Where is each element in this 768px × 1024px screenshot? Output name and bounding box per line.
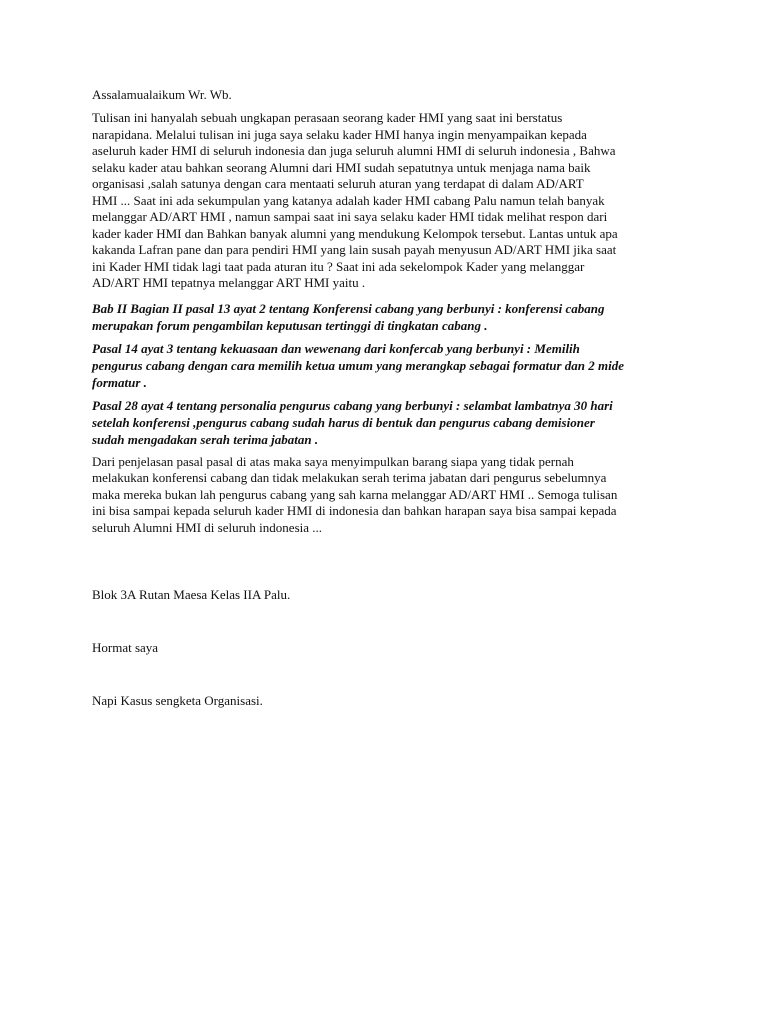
- text-line: aseluruh kader HMI di seluruh indonesia dan juga seluruh alumni HMI di seluruh indonesia , Bahwa: [92, 143, 616, 158]
- signature-line: Napi Kasus sengketa Organisasi.: [92, 693, 263, 708]
- article-pasal-14: [92, 340, 680, 391]
- text-line: kader kader HMI dan Bahkan banyak alumni yang mendukung Kelompok tersebut. Lantas untuk apa: [92, 225, 618, 241]
- text-line: melakukan konferensi cabang dan tidak melakukan serah terima jabatan dari pengurus sebelumnya: [92, 470, 607, 485]
- text-line: Tulisan ini hanyalah sebuah ungkapan perasaan seorang kader HMI yang saat ini berstatus: [92, 110, 563, 125]
- regards-line: Hormat saya: [92, 640, 159, 655]
- text-line: formatur .: [92, 374, 147, 390]
- paragraph-conclusion: [92, 454, 680, 537]
- text-line: kakanda Lafran pane dan para pendiri HMI yang lain susah payah menyusun AD/ART HMI jika saat: [92, 242, 617, 257]
- text-line: AD/ART HMI tepatnya melanggar ART HMI yaitu .: [92, 275, 366, 290]
- text-line: maka mereka bukan lah pengurus cabang yang sah karna melanggar AD/ART HMI .. Semoga tulisan: [92, 486, 618, 502]
- paragraph-intro: [92, 110, 680, 292]
- letter-body: [92, 86, 680, 544]
- article-pasal-13: [92, 300, 680, 334]
- text-line: sudah mengadakan serah terima jabatan .: [92, 431, 319, 447]
- text-line: Pasal 28 ayat 4 tentang personalia pengurus cabang yang berbunyi : selambat lambatnya 30 hari: [92, 397, 613, 413]
- text-line: melanggar AD/ART HMI , namun sampai saat ini saya selaku kader HMI tidak melihat respon dari: [92, 209, 608, 224]
- text-line: merupakan forum pengambilan keputusan tertinggi di tingkatan cabang .: [92, 317, 488, 333]
- text-line: narapidana. Melalui tulisan ini juga saya selaku kader HMI hanya ingin menyampaikan kepada: [92, 126, 587, 142]
- location-line: Blok 3A Rutan Maesa Kelas IIA Palu.: [92, 587, 291, 602]
- text-line: Dari penjelasan pasal pasal di atas maka saya menyimpulkan barang siapa yang tidak pernah: [92, 453, 574, 469]
- text-line: selaku kader atau bahkan seorang Alumni dari HMI sudah sepatutnya untuk menjaga nama baik: [92, 159, 591, 175]
- article-pasal-28: [92, 397, 680, 448]
- text-line: ini bisa sampai kepada seluruh kader HMI di indonesia dan bahkan harapan saya bisa sampai kepada: [92, 503, 617, 518]
- text-line: Bab II Bagian II pasal 13 ayat 2 tentang Konferensi cabang yang berbunyi : konferensi cabang: [92, 300, 605, 316]
- text-line: HMI ... Saat ini ada sekumpulan yang katanya adalah kader HMI cabang Palu namun telah banyak: [92, 192, 605, 208]
- text-line: setelah konferensi ,pengurus cabang sudah harus di bentuk dan pengurus cabang demisioner: [92, 414, 595, 430]
- text-line: pengurus cabang dengan cara memilih ketua umum yang merangkap sebagai formatur dan 2 mide: [92, 357, 624, 373]
- greeting: Assalamualaikum Wr. Wb.: [92, 87, 232, 102]
- text-line: ini Kader HMI tidak lagi taat pada aturan itu ? Saat ini ada sekelompok Kader yang melanggar: [92, 258, 585, 274]
- text-line: seluruh Alumni HMI di seluruh indonesia ...: [92, 519, 323, 535]
- text-line: organisasi ,salah satunya dengan cara mentaati seluruh aturan yang terdapat di dalam AD/ART: [92, 176, 584, 191]
- text-line: Pasal 14 ayat 3 tentang kekuasaan dan wewenang dari konfercab yang berbunyi : Memilih: [92, 340, 580, 356]
